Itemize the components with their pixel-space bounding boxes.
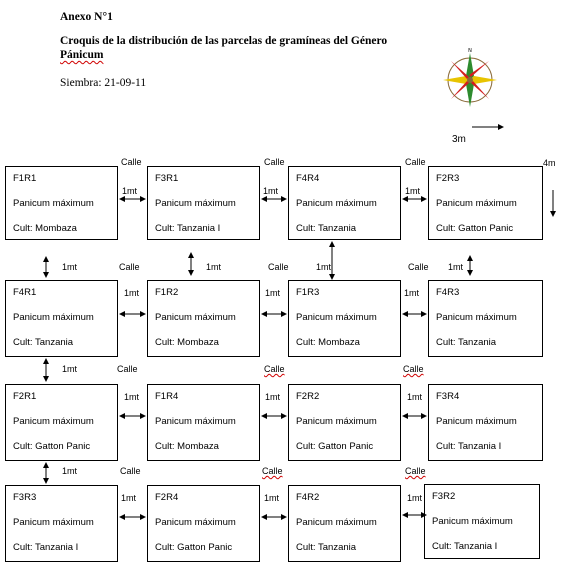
calle-label: Calle <box>405 157 426 167</box>
plot-cultivar: Cult: Tanzania <box>436 337 497 348</box>
one-mt-label: 1mt <box>62 364 78 374</box>
one-mt-label: 1mt <box>448 262 464 272</box>
plot-cultivar: Cult: Mombaza <box>13 223 77 234</box>
plot-cultivar: Cult: Gatton Panic <box>296 441 374 452</box>
h-spacing-arrow <box>119 514 146 520</box>
plot-code: F1R1 <box>13 173 37 184</box>
one-mt-label: 1mt <box>265 392 281 402</box>
plot-cultivar: Cult: Gatton Panic <box>436 223 514 234</box>
calle-label: Calle <box>262 466 283 476</box>
plot-species: Panicum máximum <box>296 312 377 323</box>
plot-species: Panicum máximum <box>155 198 236 209</box>
v-spacing-arrow <box>43 358 49 382</box>
plot-cultivar: Cult: Gatton Panic <box>13 441 91 452</box>
calle-label: Calle <box>405 466 426 476</box>
one-mt-label: 1mt <box>263 186 279 196</box>
calle-label: Calle <box>403 364 424 374</box>
plot-code: F4R2 <box>296 492 320 503</box>
plot-species: Panicum máximum <box>296 416 377 427</box>
plot-cultivar: Cult: Tanzania <box>13 337 74 348</box>
v-spacing-arrow <box>43 256 49 278</box>
one-mt-label: 1mt <box>265 288 281 298</box>
down-arrow <box>550 190 556 217</box>
h-spacing-arrow <box>119 413 146 419</box>
plot-code: F3R4 <box>436 391 460 402</box>
plot-cultivar: Cult: Tanzania I <box>432 541 498 552</box>
v-spacing-arrow <box>329 241 335 280</box>
plot-code: F3R3 <box>13 492 37 503</box>
plot-cultivar: Cult: Tanzania I <box>436 441 502 452</box>
v-spacing-arrow <box>467 255 473 276</box>
one-mt-label: 1mt <box>122 186 138 196</box>
plot-species: Panicum máximum <box>13 517 94 528</box>
one-mt-label: 1mt <box>316 262 332 272</box>
plot-species: Panicum máximum <box>155 416 236 427</box>
plot-cultivar: Cult: Tanzania <box>296 223 357 234</box>
calle-label: Calle <box>120 466 141 476</box>
h-spacing-arrow <box>261 311 287 317</box>
one-mt-label: 1mt <box>407 493 423 503</box>
plot-code: F3R2 <box>432 491 456 502</box>
sketch-title-main: Croquis de la distribución de las parcelas de gramíneas del Género <box>60 35 388 47</box>
svg-text:N: N <box>468 48 472 54</box>
plot-species: Panicum máximum <box>155 312 236 323</box>
h-spacing-arrow <box>119 311 146 317</box>
one-mt-label: 1mt <box>264 493 280 503</box>
one-mt-label: 1mt <box>121 493 137 503</box>
v-spacing-arrow <box>188 252 194 276</box>
sketch-title-genus: Pánicum <box>60 49 104 61</box>
sowing-date: Siembra: 21-09-11 <box>60 77 147 89</box>
one-mt-label: 1mt <box>404 288 420 298</box>
scale-label: 3m <box>452 134 466 145</box>
calle-label: Calle <box>264 157 285 167</box>
plot-code: F4R1 <box>13 287 37 298</box>
calle-label: Calle <box>121 157 142 167</box>
plot-code: F3R1 <box>155 173 179 184</box>
plot-species: Panicum máximum <box>155 517 236 528</box>
plot-cultivar: Cult: Mombaza <box>155 441 219 452</box>
one-mt-label: 1mt <box>62 466 78 476</box>
h-spacing-arrow <box>261 413 287 419</box>
calle-label: Calle <box>264 364 285 374</box>
plot-code: F1R3 <box>296 287 320 298</box>
plot-cultivar: Cult: Gatton Panic <box>155 542 233 553</box>
plot-code: F4R4 <box>296 173 320 184</box>
calle-label: Calle <box>117 364 138 374</box>
plot-species: Panicum máximum <box>436 198 517 209</box>
plot-species: Panicum máximum <box>13 198 94 209</box>
plot-cultivar: Cult: Mombaza <box>296 337 360 348</box>
one-mt-label: 1mt <box>407 392 423 402</box>
h-spacing-arrow <box>261 514 287 520</box>
h-spacing-arrow <box>402 311 427 317</box>
plot-code: F2R1 <box>13 391 37 402</box>
plot-cultivar: Cult: Mombaza <box>155 337 219 348</box>
plot-cultivar: Cult: Tanzania <box>296 542 357 553</box>
plot-species: Panicum máximum <box>296 198 377 209</box>
calle-label: Calle <box>119 262 140 272</box>
plot-species: Panicum máximum <box>432 516 513 527</box>
plot-code: F4R3 <box>436 287 460 298</box>
one-mt-label: 1mt <box>405 186 421 196</box>
v-spacing-arrow <box>43 462 49 484</box>
plot-code: F1R2 <box>155 287 179 298</box>
calle-label: Calle <box>408 262 429 272</box>
plot-code: F1R4 <box>155 391 179 402</box>
four-m-label: 4m <box>543 158 556 168</box>
plot-species: Panicum máximum <box>436 312 517 323</box>
one-mt-label: 1mt <box>124 288 140 298</box>
plot-species: Panicum máximum <box>13 312 94 323</box>
one-mt-label: 1mt <box>124 392 140 402</box>
calle-label: Calle <box>268 262 289 272</box>
plot-cultivar: Cult: Tanzania I <box>155 223 221 234</box>
plot-species: Panicum máximum <box>436 416 517 427</box>
plot-code: F2R3 <box>436 173 460 184</box>
one-mt-label: 1mt <box>62 262 78 272</box>
plot-code: F2R2 <box>296 391 320 402</box>
one-mt-label: 1mt <box>206 262 222 272</box>
h-spacing-arrow <box>402 512 427 518</box>
annex-heading: Anexo N°1 <box>60 11 113 23</box>
plot-species: Panicum máximum <box>13 416 94 427</box>
plot-species: Panicum máximum <box>296 517 377 528</box>
plot-code: F2R4 <box>155 492 179 503</box>
h-spacing-arrow <box>402 413 427 419</box>
plot-cultivar: Cult: Tanzania I <box>13 542 79 553</box>
